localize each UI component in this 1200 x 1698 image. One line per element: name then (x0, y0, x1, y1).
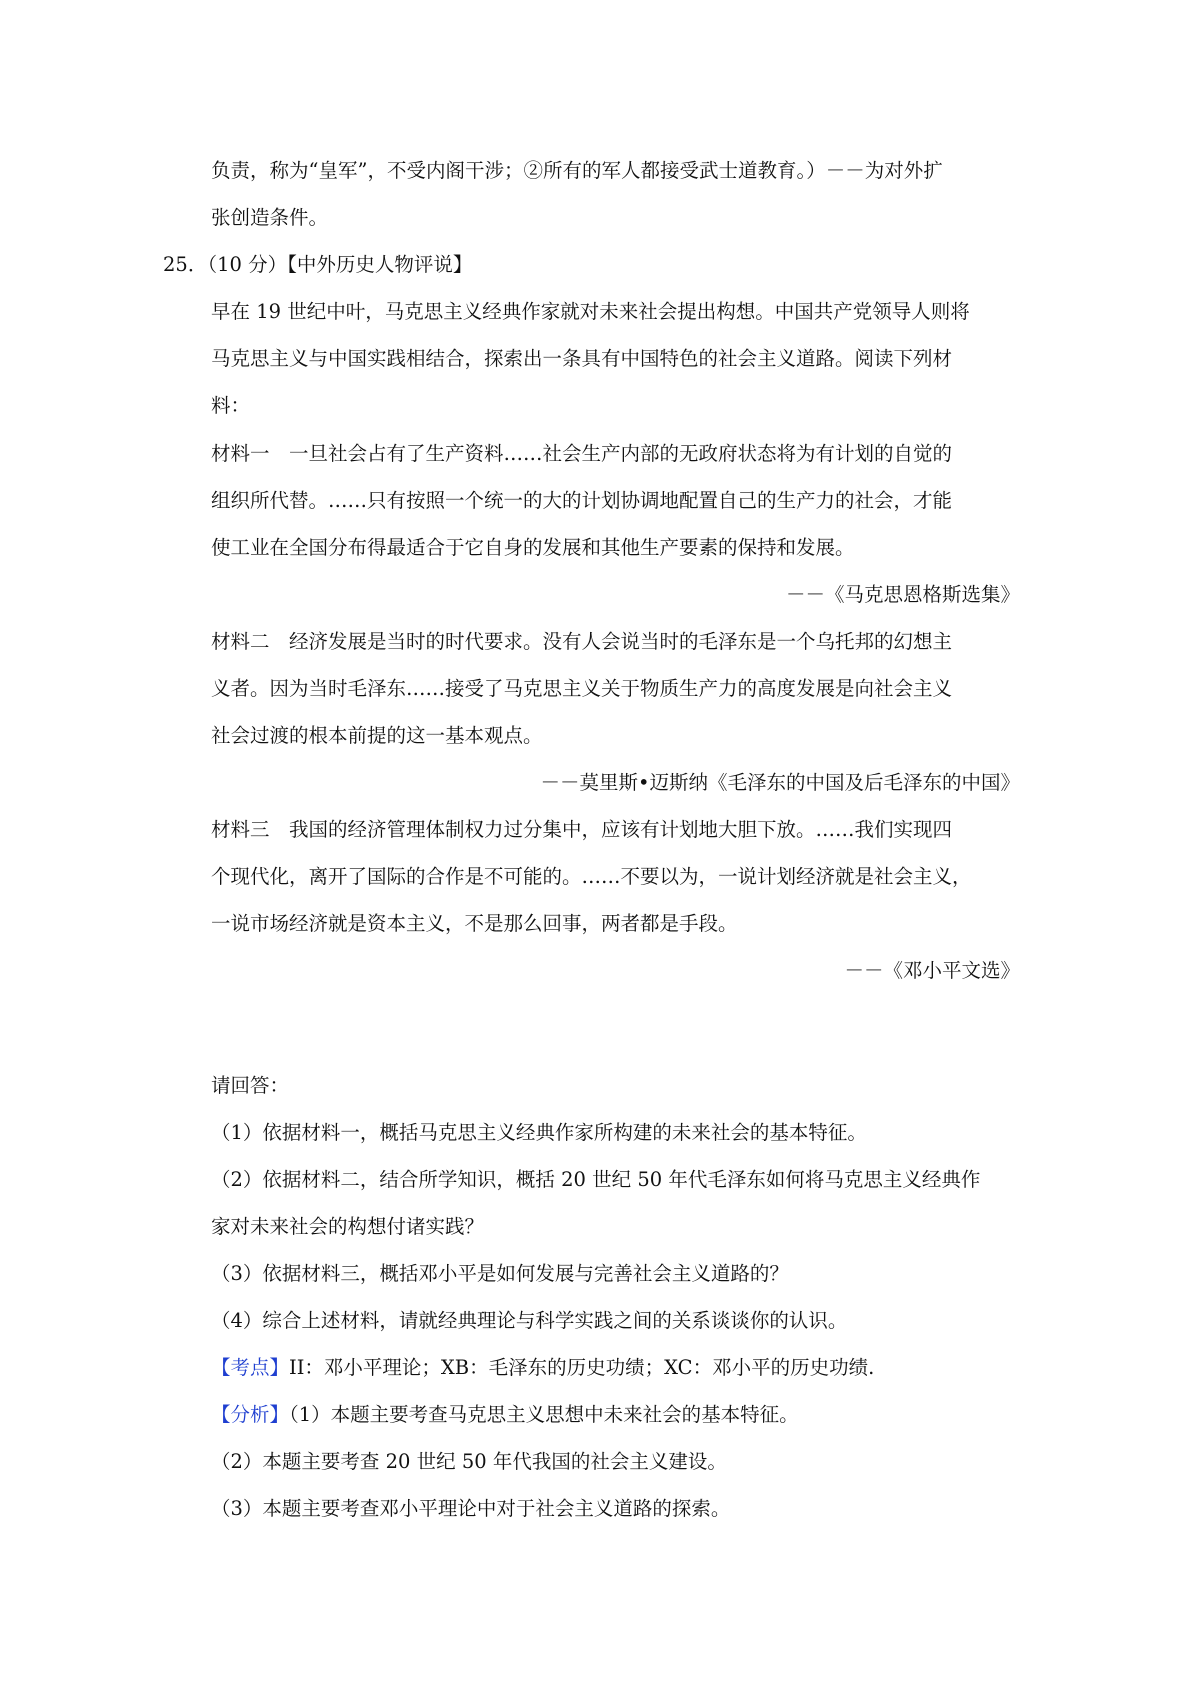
intro-line: 料： (211, 394, 251, 417)
material-three-line: 个现代化，离开了国际的合作是不可能的。……不要以为，一说计划经济就是社会主义， (211, 865, 972, 888)
sub-question-4: （4）综合上述材料，请就经典理论与科学实践之间的关系谈谈你的认识。 (211, 1309, 848, 1332)
material-two-line: 社会过渡的根本前提的这一基本观点。 (211, 724, 543, 747)
fenxi-text: （1）本题主要考查马克思主义思想中未来社会的基本特征。 (289, 1403, 799, 1426)
material-one-source: －－《马克思恩格斯选集》 (785, 583, 1020, 606)
fenxi-line-2: （2）本题主要考查 20 世纪 50 年代我国的社会主义建设。 (211, 1450, 727, 1473)
sub-question-2-cont: 家对未来社会的构想付诸实践？ (211, 1215, 485, 1238)
intro-line: 马克思主义与中国实践相结合，探索出一条具有中国特色的社会主义道路。阅读下列材 (211, 347, 953, 370)
material-three-source: －－《邓小平文选》 (844, 959, 1020, 982)
kaodian-line (211, 1355, 874, 1381)
text-line: 负责，称为“皇军”，不受内阁干涉；②所有的军人都接受武士道教育。）－－为对外扩 (211, 159, 943, 182)
fenxi-line-3: （3）本题主要考查邓小平理论中对于社会主义道路的探索。 (211, 1497, 731, 1520)
material-three-line: 材料三 我国的经济管理体制权力过分集中，应该有计划地大胆下放。……我们实现四 (211, 818, 953, 841)
sub-question-2: （2）依据材料二，结合所学知识，概括 20 世纪 50 年代毛泽东如何将马克思主义经典作 (211, 1168, 981, 1191)
material-two-line: 材料二 经济发展是当时的时代要求。没有人会说当时的毛泽东是一个乌托邦的幻想主 (211, 630, 953, 653)
answer-prompt: 请回答： (211, 1074, 290, 1097)
intro-line: 早在 19 世纪中叶，马克思主义经典作家就对未来社会提出构想。中国共产党领导人则将 (211, 300, 970, 323)
material-two-line: 义者。因为当时毛泽东……接受了马克思主义关于物质生产力的高度发展是向社会主义 (211, 677, 953, 700)
sub-question-1: （1）依据材料一，概括马克思主义经典作家所构建的未来社会的基本特征。 (211, 1121, 867, 1144)
text-line: 张创造条件。 (211, 206, 329, 229)
kaodian-tag: 【考点】 (211, 1356, 290, 1379)
material-one-line: 使工业在全国分布得最适合于它自身的发展和其他生产要素的保持和发展。 (211, 536, 855, 559)
kaodian-text: II：邓小平理论；XB：毛泽东的历史功绩；XC：邓小平的历史功绩. (289, 1356, 875, 1379)
material-one-line: 组织所代替。……只有按照一个统一的大的计划协调地配置自己的生产力的社会，才能 (211, 489, 953, 512)
question-heading: 25．（10 分）【中外历史人物评说】 (163, 253, 473, 276)
material-two-source: －－莫里斯•迈斯纳《毛泽东的中国及后毛泽东的中国》 (540, 771, 1020, 794)
sub-question-3: （3）依据材料三，概括邓小平是如何发展与完善社会主义道路的？ (211, 1262, 789, 1285)
material-one-line: 材料一 一旦社会占有了生产资料……社会生产内部的无政府状态将为有计划的自觉的 (211, 442, 953, 465)
fenxi-line (211, 1402, 799, 1428)
material-three-line: 一说市场经济就是资本主义，不是那么回事，两者都是手段。 (211, 912, 738, 935)
fenxi-tag: 【分析】 (211, 1403, 290, 1426)
